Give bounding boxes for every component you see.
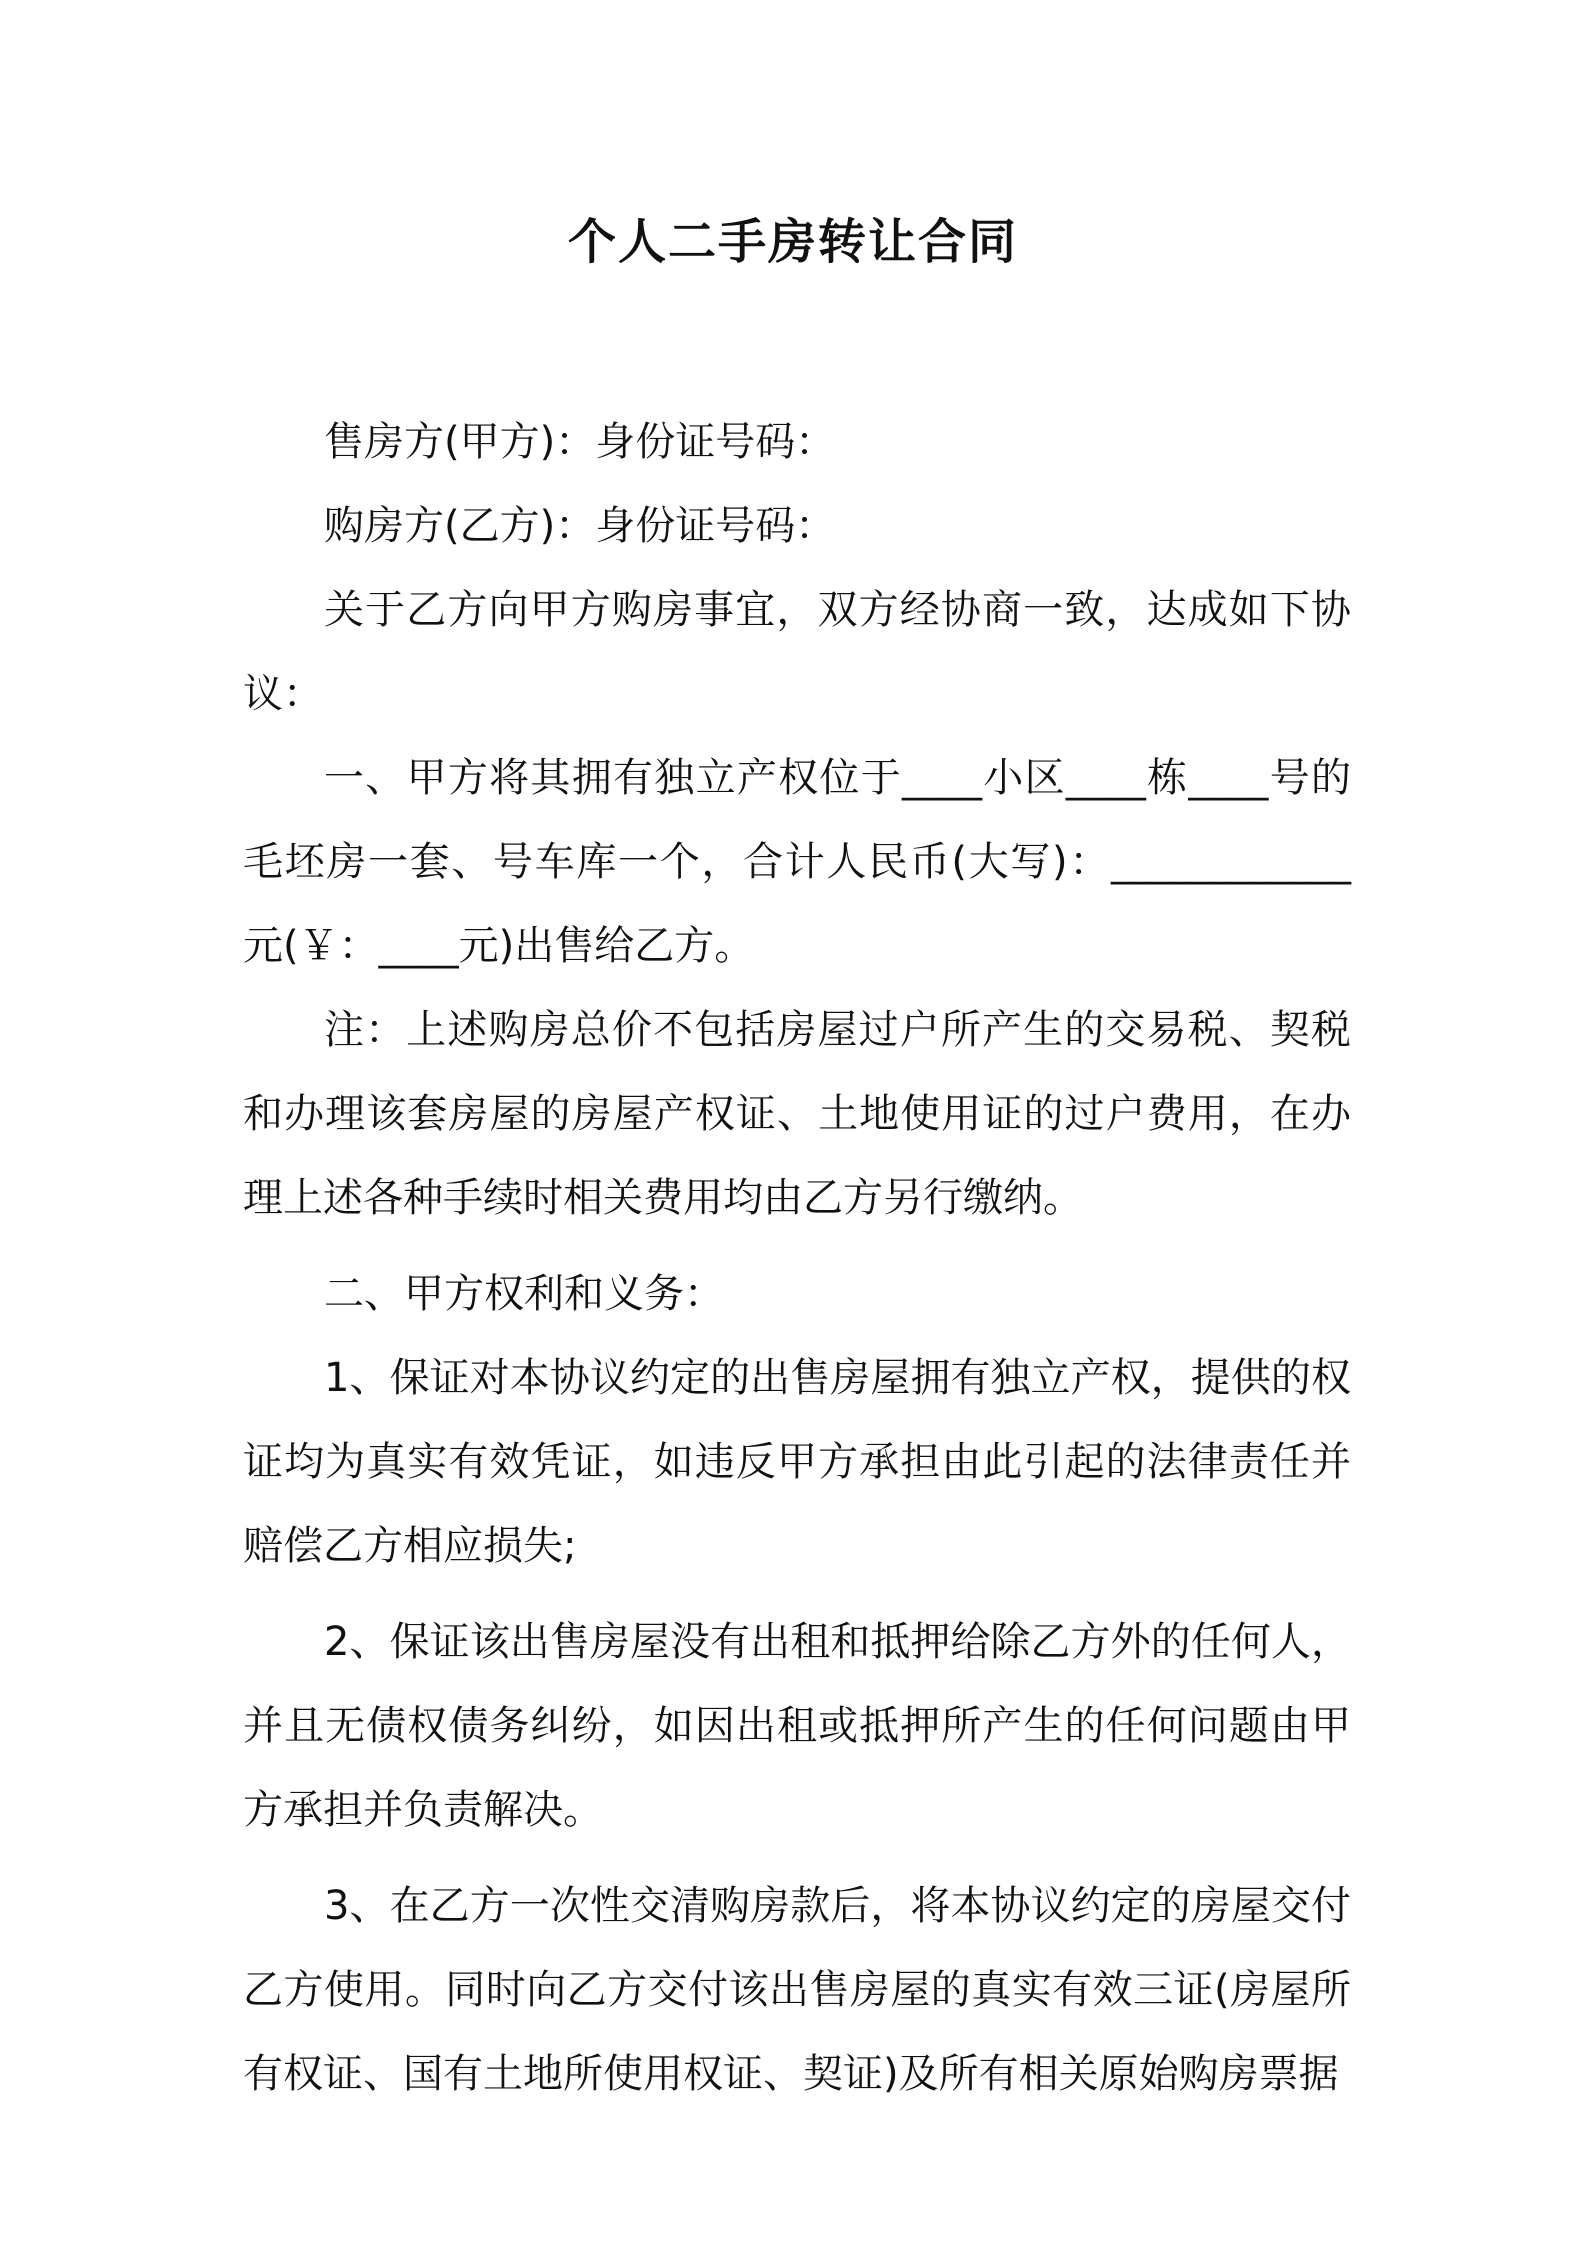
note-paragraph: 注：上述购房总价不包括房屋过户所产生的交易税、契税和办理该套房屋的房屋产权证、土地使用证的过户费用，在办理上述各种手续时相关费用均由乙方另行缴纳。 (243, 1007, 1351, 1221)
clause-one-paragraph: 一、甲方将其拥有独立产权位于____小区____栋____号的毛坯房一套、号车库一个，合计人民币(大写)：____________元(￥：____元)出售给乙方。 (243, 755, 1351, 969)
obligation-2-paragraph: 2、保证该出售房屋没有出租和抵押给除乙方外的任何人，并且无债权债务纠纷，如因出租或抵押所产生的任何问题由甲方承担并负责解决。 (243, 1619, 1351, 1833)
section-two-heading: 二、甲方权利和义务： (324, 1271, 724, 1317)
document-body (243, 400, 1351, 2116)
preamble-paragraph: 关于乙方向甲方购房事宜，双方经协商一致，达成如下协议： (243, 587, 1351, 717)
buyer-line: 购房方(乙方)：身份证号码： (324, 503, 836, 549)
seller-line: 售房方(甲方)：身份证号码： (324, 419, 836, 465)
obligation-1-paragraph: 1、保证对本协议约定的出售房屋拥有独立产权，提供的权证均为真实有效凭证，如违反甲方承担由此引起的法律责任并赔偿乙方相应损失; (243, 1355, 1351, 1569)
document-title: 个人二手房转让合同 (567, 214, 1018, 270)
obligation-3-paragraph: 3、在乙方一次性交清购房款后，将本协议约定的房屋交付乙方使用。同时向乙方交付该出售房屋的真实有效三证(房屋所有权证、国有土地所使用权证、契证)及所有相关原始购房票据 (243, 1883, 1351, 2097)
